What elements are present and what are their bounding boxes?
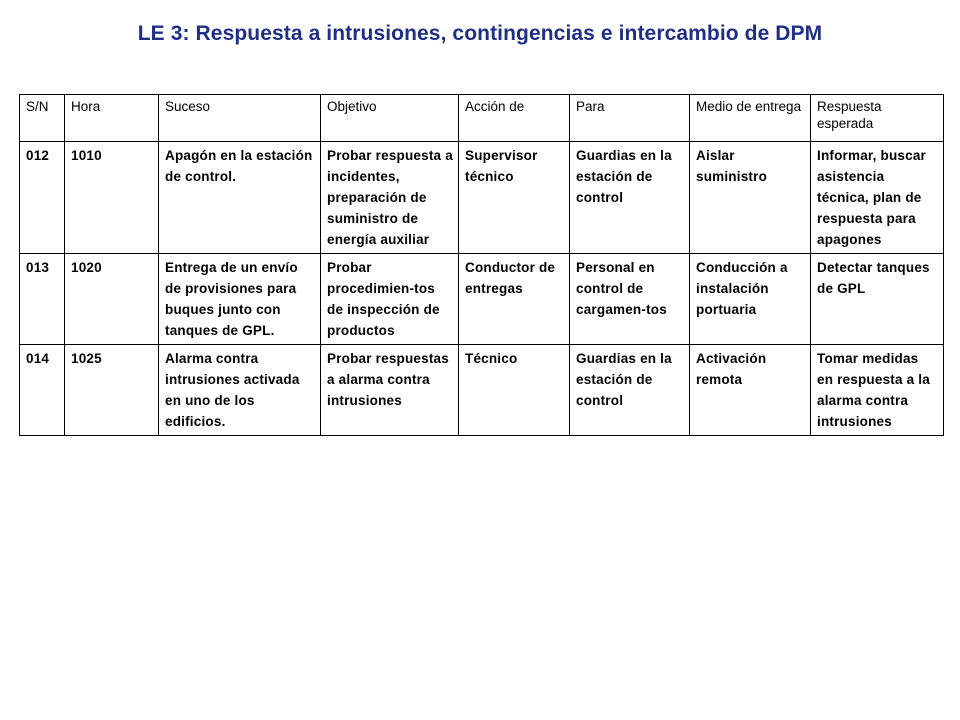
cell-respuesta: Detectar tanques de GPL bbox=[811, 254, 944, 345]
cell-medio: Activación remota bbox=[690, 345, 811, 436]
header-respuesta-esperada: Respuesta esperada bbox=[811, 95, 944, 142]
header-accion-de: Acción de bbox=[459, 95, 570, 142]
cell-para: Guardias en la estación de control bbox=[570, 142, 690, 254]
cell-respuesta: Tomar medidas en respuesta a la alarma contra intrusiones bbox=[811, 345, 944, 436]
cell-sn: 012 bbox=[20, 142, 65, 254]
cell-hora: 1010 bbox=[65, 142, 159, 254]
table-row bbox=[20, 345, 944, 436]
cell-para: Guardias en la estación de control bbox=[570, 345, 690, 436]
cell-accion-de: Supervisor técnico bbox=[459, 142, 570, 254]
cell-suceso: Entrega de un envío de provisiones para buques junto con tanques de GPL. bbox=[159, 254, 321, 345]
header-para: Para bbox=[570, 95, 690, 142]
cell-medio: Aislar suministro bbox=[690, 142, 811, 254]
cell-para: Personal en control de cargamen-tos bbox=[570, 254, 690, 345]
header-objetivo: Objetivo bbox=[321, 95, 459, 142]
cell-suceso: Apagón en la estación de control. bbox=[159, 142, 321, 254]
cell-respuesta: Informar, buscar asistencia técnica, plan de respuesta para apagones bbox=[811, 142, 944, 254]
exercise-table bbox=[19, 94, 944, 436]
table-row bbox=[20, 142, 944, 254]
cell-accion-de: Técnico bbox=[459, 345, 570, 436]
table-header-row bbox=[20, 95, 944, 142]
page-title: LE 3: Respuesta a intrusiones, contingencias e intercambio de DPM bbox=[137, 22, 823, 45]
header-medio-de-entrega: Medio de entrega bbox=[690, 95, 811, 142]
cell-medio: Conducción a instalación portuaria bbox=[690, 254, 811, 345]
cell-suceso: Alarma contra intrusiones activada en uno de los edificios. bbox=[159, 345, 321, 436]
header-suceso: Suceso bbox=[159, 95, 321, 142]
cell-sn: 013 bbox=[20, 254, 65, 345]
cell-accion-de: Conductor de entregas bbox=[459, 254, 570, 345]
header-hora: Hora bbox=[65, 95, 159, 142]
cell-sn: 014 bbox=[20, 345, 65, 436]
cell-hora: 1020 bbox=[65, 254, 159, 345]
cell-hora: 1025 bbox=[65, 345, 159, 436]
cell-objetivo: Probar respuesta a incidentes, preparación de suministro de energía auxiliar bbox=[321, 142, 459, 254]
header-sn: S/N bbox=[20, 95, 65, 142]
table-row bbox=[20, 254, 944, 345]
cell-objetivo: Probar respuestas a alarma contra intrusiones bbox=[321, 345, 459, 436]
cell-objetivo: Probar procedimien-tos de inspección de productos bbox=[321, 254, 459, 345]
